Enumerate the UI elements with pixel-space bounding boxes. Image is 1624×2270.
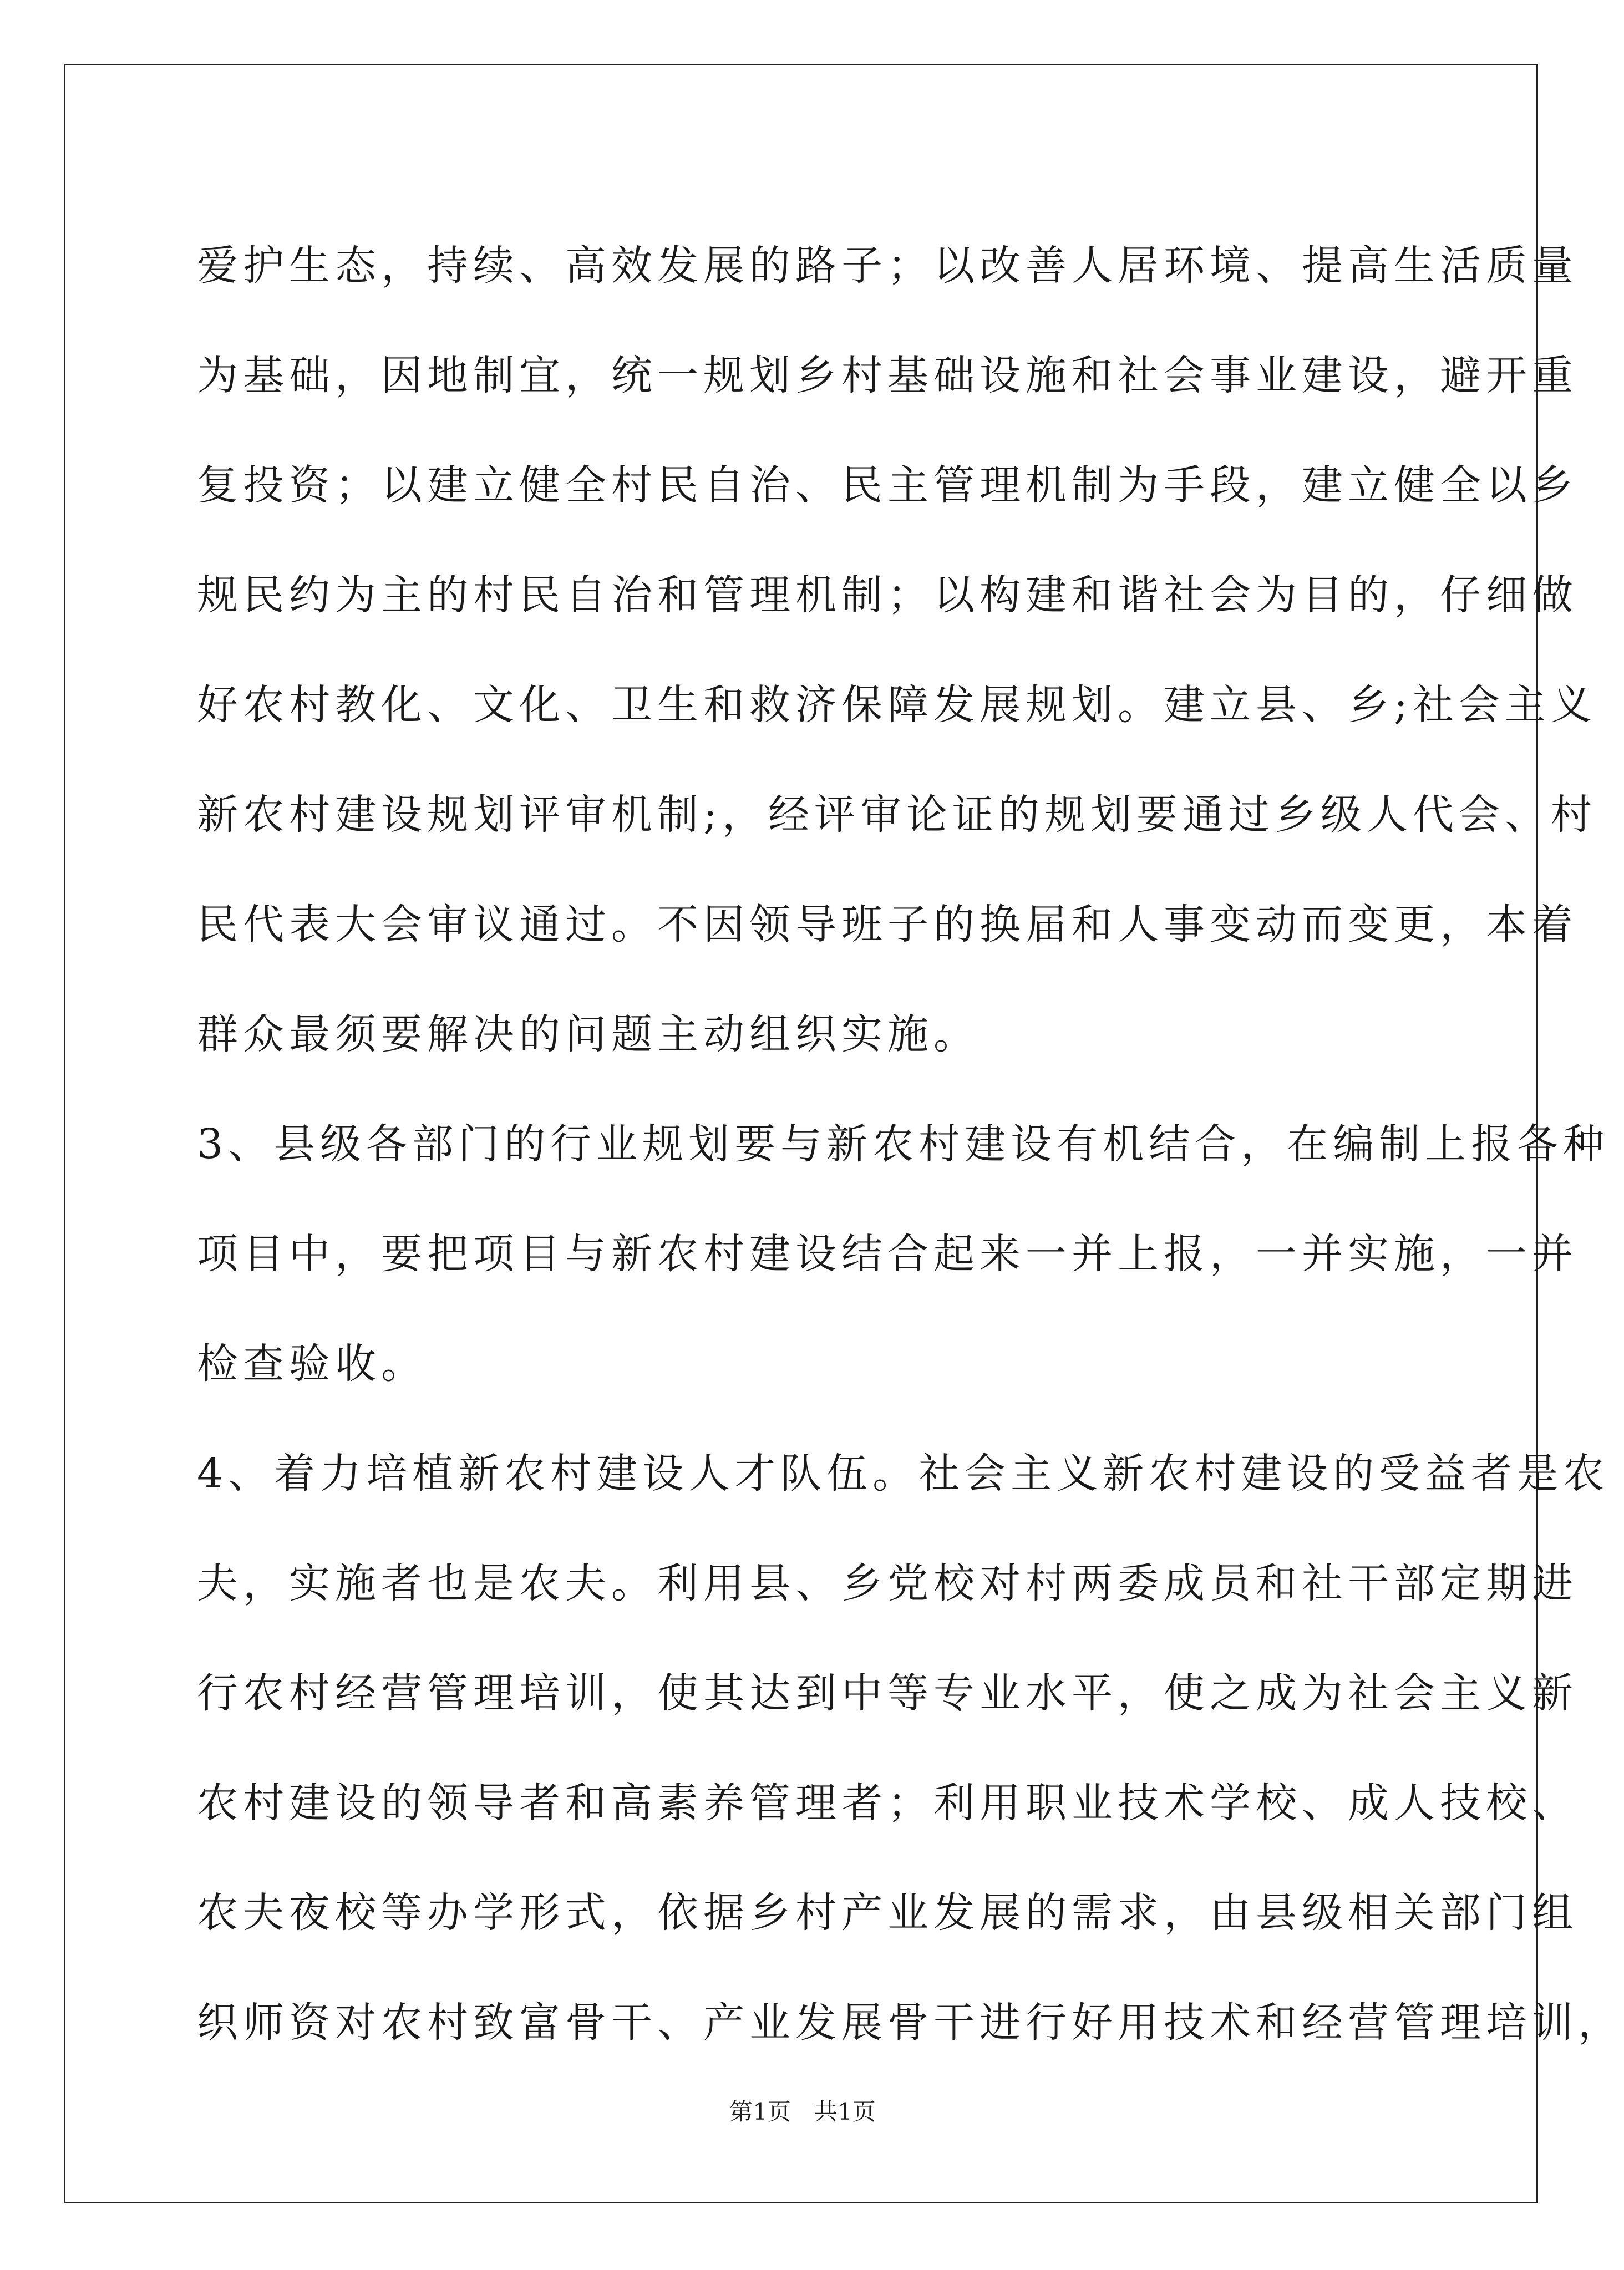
text-line: 群众最须要解决的问题主动组织实施。 (197, 1010, 980, 1058)
text-line: 民代表大会审议通过。不因领导班子的换届和人事变动而变更，本着 (197, 901, 1578, 948)
text-line: 新农村建设规划评审机制;，经评审论证的规划要通过乡级人代会、村 (197, 791, 1597, 839)
text-line: 夫，实施者也是农夫。利用县、乡党校对村两委成员和社干部定期进 (197, 1560, 1578, 1607)
text-line: 好农村教化、文化、卫生和救济保障发展规划。建立县、乡;社会主义 (197, 681, 1597, 729)
text-line: 3、县级各部门的行业规划要与新农村建设有机结合，在编制上报各种 (197, 1120, 1610, 1168)
text-line: 复投资；以建立健全村民自治、民主管理机制为手段，建立健全以乡 (197, 461, 1578, 509)
text-line: 项目中，要把项目与新农村建设结合起来一并上报，一并实施，一并 (197, 1230, 1578, 1278)
text-line: 行农村经营管理培训，使其达到中等专业水平，使之成为社会主义新 (197, 1669, 1578, 1717)
text-line: 4、着力培植新农村建设人才队伍。社会主义新农村建设的受益者是农 (197, 1450, 1610, 1497)
text-line: 织师资对农村致富骨干、产业发展骨干进行好用技术和经营管理培训， (197, 1999, 1624, 2046)
text-line: 农村建设的领导者和高素养管理者；利用职业技术学校、成人技校、 (197, 1779, 1578, 1827)
text-line: 农夫夜校等办学形式，依据乡村产业发展的需求，由县级相关部门组 (197, 1889, 1578, 1937)
text-line: 爱护生态，持续、高效发展的路子；以改善人居环境、提高生活质量 (197, 242, 1578, 290)
text-line: 检查验收。 (197, 1340, 427, 1388)
page-number-footer: 第1页 共1页 (729, 2098, 876, 2125)
text-line: 规民约为主的村民自治和管理机制；以构建和谐社会为目的，仔细做 (197, 571, 1578, 619)
text-line: 为基础，因地制宜，统一规划乡村基础设施和社会事业建设，避开重 (197, 352, 1578, 399)
document-body (197, 211, 1624, 2078)
